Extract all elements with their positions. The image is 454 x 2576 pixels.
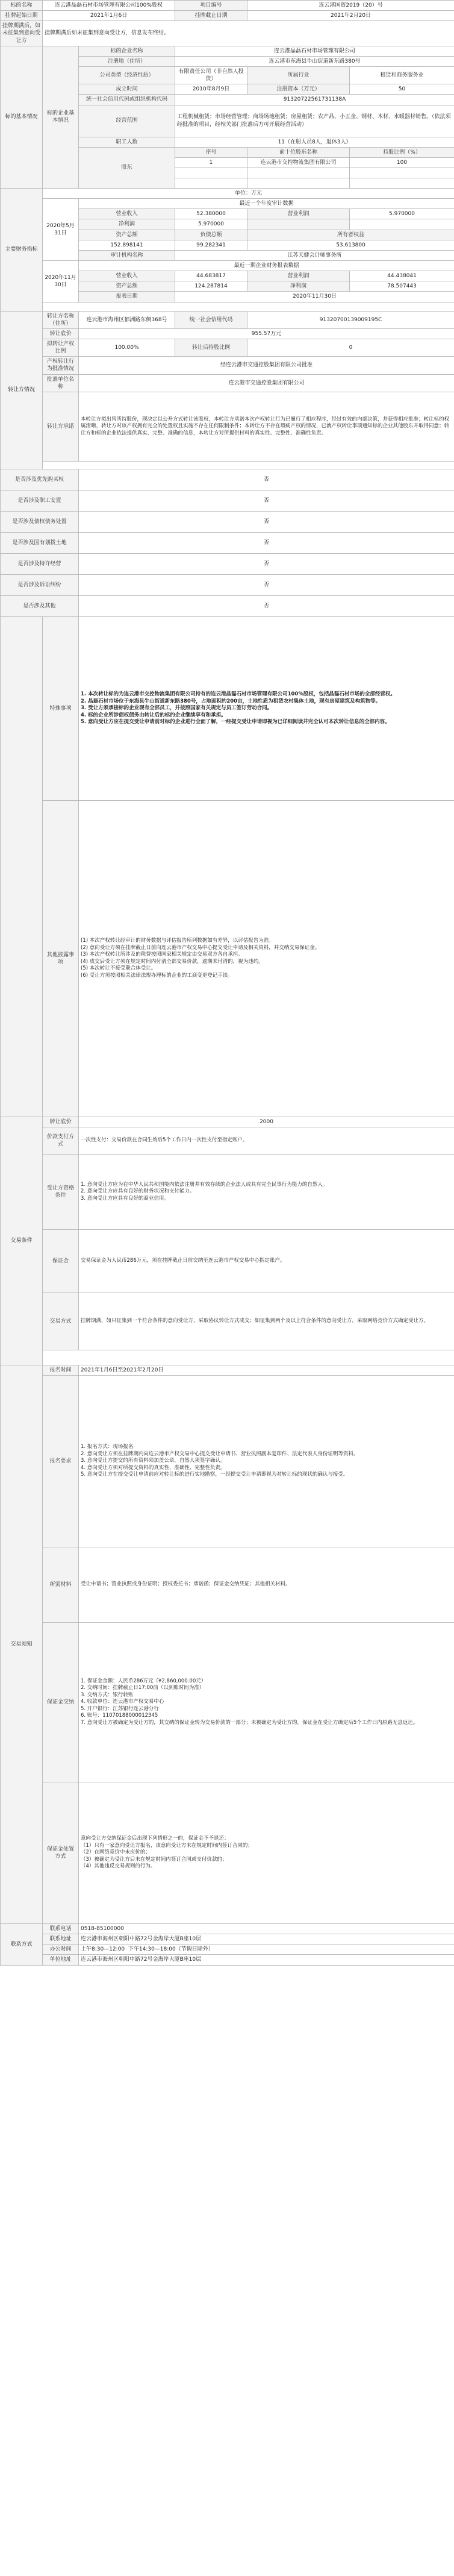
period-v1: 44.683817 (175, 271, 247, 281)
period-date: 2020年11月30日 (43, 260, 79, 302)
other-text: (1) 本次产权转让经审计的财务数据与评估报告所列数据如有差异，以评估报告为准。 (2) 意向受让方须在挂牌截止日前向连云港市产权交易中心提交受让申请及相关资料，并交纳交易保证金。 (3) 本次产权转让所涉及的税费按照国家相关规定由交易双方各自承担。 (4) 成交后受让方须在规定时间内付清全部交易价款，逾期未付清的，视为违约。 (5) 本次转让不接受联合体受让。 (6) 受让方须按照相关法律法规办理标的企业的工商变更登记手续。 (79, 800, 454, 1117)
transfer-notes-label: 转让方承诺 (43, 392, 79, 461)
contact-row-3 (1, 1945, 454, 1955)
important-text: 1. 本次转让标的为连云港市交控物流集团有限公司持有的连云港晶磊石材市场管理有限公司100%股权，包括晶磊石材市场的全部经营权。 2. 晶磊石材市场位于东海县牛山街道新东路380号，占地面积约200亩，土地性质为租赁农村集体土地，现有房屋建筑及构筑物等。 3. 受让方须承接标的企业现有全部员工，并按照国家有关规定与员工签订劳动合同。 4. 标的企业所涉债权债务由转让后的标的企业继续享有和承担。 5. 意向受让方应在提交受让申请前对标的企业进行全面了解，一经提交受让申请即视为已详细阅读并完全认可本次转让信息的全部内容。 (79, 616, 454, 800)
apply-doc-label: 所需材料 (43, 1547, 79, 1623)
transfer-credit-label: 统一社会信用代码 (175, 311, 247, 328)
special-v1: 否 (79, 469, 454, 490)
emp-label: 职工人数 (79, 137, 175, 147)
credit-value: 91320722561731138A (175, 95, 454, 105)
scope-value: 工程机械租赁；市场经营管理；商场场地租赁；房屋租赁；农产品、小五金、钢材、木材、水暖器材销售。（依法须经批准的项目，经相关部门批准后方可开展经营活动） (175, 105, 454, 137)
scope-label: 经营范围 (79, 105, 175, 137)
apply-period: 2021年1月6日至2021年2月20日 (79, 1365, 454, 1375)
enterprise-name-label: 标的企业名称 (79, 46, 175, 56)
contact-org-label: 单位地址 (43, 1955, 79, 1965)
address-label: 注册地（住所） (79, 56, 175, 66)
deal-payment: 一次性支付：交易价款在合同生效后5个工作日内一次性支付至指定账户。 (79, 1127, 454, 1154)
audit-head: 最近一个年度审计数据 (79, 199, 454, 209)
transfer-after: 0 (247, 339, 454, 356)
contact-tel: 0518-85100000 (79, 1924, 454, 1934)
transfer-price-label: 转让底价 (43, 328, 79, 339)
apply-req-label: 报名要求 (43, 1376, 79, 1547)
important-row (1, 616, 454, 800)
special-row-3 (1, 511, 454, 532)
project-name: 连云港晶磊石材市场管理有限公司100%股权 (43, 1, 175, 11)
special-v7: 否 (79, 595, 454, 616)
transfer-credit: 91320700139009195C (247, 311, 454, 328)
finance-blank (1, 302, 454, 311)
special-k7: 是否涉及其他 (1, 595, 79, 616)
contact-row-1 (1, 1924, 454, 1934)
period-v4: 78.507443 (350, 281, 454, 292)
found-label: 成立时间 (79, 84, 175, 95)
special-row-4 (1, 532, 454, 553)
period-v3: 124.287814 (175, 281, 247, 292)
other-label: 其他披露事项 (43, 800, 79, 1117)
special-k2: 是否涉及职工安置 (1, 490, 79, 511)
audit-k3: 净利润 (79, 219, 175, 230)
type-label: 公司类型（经济性质） (79, 66, 175, 84)
found-value: 2010年8月9日 (175, 84, 247, 95)
period-k3: 资产总额 (79, 281, 175, 292)
transfer-row-5 (1, 374, 454, 392)
apply-doc: 受让申请书；营业执照或身份证明；授权委托书；承诺函；保证金交纳凭证；其他相关材料。 (79, 1547, 454, 1623)
shareholder-label: 股东 (79, 147, 175, 188)
transfer-after-label: 转让后持股比例 (175, 339, 247, 356)
audit-v4: 152.898141 (79, 240, 175, 250)
deal-row-3 (1, 1154, 454, 1229)
deal-terms: 1. 意向受让方应为在中华人民共和国境内依法注册并有效存续的企业法人或具有完全民事行为能力的自然人。 2. 意向受让方应具有良好的财务状况和支付能力。 3. 意向受让方应具有良好的商业信用。 (79, 1154, 454, 1229)
transfer-row-3 (1, 339, 454, 356)
period-head-row (1, 260, 454, 271)
extend-value: 挂牌期满后如未征集到意向受让方，信息发布终结。 (43, 21, 454, 46)
deal-price: 2000 (79, 1117, 454, 1127)
industry-value: 租赁和商务服务业 (350, 66, 454, 84)
start-date: 2021年1月6日 (43, 11, 175, 21)
sh-no: 1 (175, 157, 247, 168)
important-label: 特殊事项 (43, 616, 79, 800)
audit-v1: 52.380000 (175, 209, 247, 219)
end-date: 2021年2月20日 (247, 11, 454, 21)
audit-k5: 负债总额 (175, 230, 247, 240)
audit-k4: 资产总额 (79, 230, 175, 240)
contact-section-label: 联系方式 (1, 1924, 43, 1966)
contact-org: 连云港市海州区朝阳中路72号金海岸大厦B座10层 (79, 1955, 454, 1965)
credit-label: 统一社会信用代码或组织机构代码 (79, 95, 175, 105)
period-k2: 营业利润 (247, 271, 350, 281)
project-no-label: 项目编号 (175, 1, 247, 11)
audit-k1: 营业收入 (79, 209, 175, 219)
transfer-decision: 经连云港市交通控股集团有限公司批准 (79, 357, 454, 374)
period-k4: 净利润 (247, 281, 350, 292)
finance-unit: 单位：万元 (43, 188, 454, 198)
transfer-decision-label: 产权转让行为批准情况 (43, 357, 79, 374)
address: 连云港市东海县牛山街道新东路380号 (175, 56, 454, 66)
apply-row-4 (1, 1623, 454, 1782)
special-row-2 (1, 490, 454, 511)
sh-pct: 100 (350, 157, 454, 168)
deal-row-2 (1, 1127, 454, 1154)
special-k6: 是否涉及诉讼纠纷 (1, 574, 79, 595)
transfer-blank (1, 461, 454, 469)
special-v4: 否 (79, 532, 454, 553)
transfer-notes: 本转让方拟出售所持股份，现决定以公开方式转让该股权，本转让方承诺本次产权转让行为已履行了相应程序，经过有效的内部决策，并获得相应批准；转让标的权属清晰，转让方对该产权拥有完全的处置权且实施不存在任何限制条件；本转让方不存在瑕疵产权的情况，已就产权转让事项通知标的企业其他股东并取得同意；转让方和标的企业依法提供真实、完整、准确的信息，本转让方对所提供材料的真实性、完整性、准确性负责。 (79, 392, 454, 461)
industry-label: 所属行业 (247, 66, 350, 84)
enterprise-name: 连云港晶磊石材市场管理有限公司 (175, 46, 454, 56)
special-v5: 否 (79, 553, 454, 574)
deal-margin: 交易保证金为人民币286万元，须在挂牌截止日前交纳至连云港市产权交易中心指定账户。 (79, 1229, 454, 1293)
audit-v3: 5.970000 (175, 219, 247, 230)
apply-req: 1. 报名方式：现场报名 2. 意向受让方须在挂牌期内向连云港市产权交易中心提交受让申请书、营业执照副本复印件、法定代表人身份证明等资料。 3. 意向受让方提交的所有资料须加盖公章，自然人须签字确认。 4. 意向受让方须对所提交资料的真实性、准确性、完整性负责。 5. 意向受让方在提交受让申请前应对转让标的进行实地勘察，一经提交受让申请即视为对转让标的现状的确认与接受。 (79, 1376, 454, 1547)
special-k3: 是否涉及债权债务处置 (1, 511, 79, 532)
apply-period-label: 报名时间 (43, 1365, 79, 1375)
apply-rule-label: 保证金处置方式 (43, 1782, 79, 1924)
special-v2: 否 (79, 490, 454, 511)
transfer-row-1 (1, 311, 454, 328)
special-v3: 否 (79, 511, 454, 532)
capital-label: 注册资本（万元） (247, 84, 350, 95)
start-date-label: 挂牌起始日期 (1, 11, 43, 21)
header-row-1 (1, 1, 454, 11)
audit-v6: 53.613800 (247, 240, 454, 250)
apply-pay-label: 保证金交纳 (43, 1623, 79, 1782)
deal-section-label: 交易条件 (1, 1117, 43, 1365)
important-section (1, 616, 43, 1117)
deal-blank (1, 1350, 454, 1365)
project-no: 连云港国资2019（20）号 (247, 1, 454, 11)
transfer-name-label: 转让方名称（住所） (43, 311, 79, 328)
special-row-5 (1, 553, 454, 574)
special-k5: 是否涉及特许经营 (1, 553, 79, 574)
transfer-approval: 连云港市交通控股集团有限公司 (79, 374, 454, 392)
report-date-label: 报表日期 (79, 292, 175, 302)
contact-addr: 连云港市海州区朝阳中路72号金海岸大厦B座10层 (79, 1934, 454, 1945)
type-value: 有限责任公司（非自然人投资） (175, 66, 247, 84)
finance-section-label: 主要财务指标 (1, 188, 43, 311)
transfer-approval-label: 批准单位名称 (43, 374, 79, 392)
period-head: 最近一期企业财务报表数据 (79, 260, 454, 271)
report-date: 2020年11月30日 (175, 292, 454, 302)
emp-value: 11（在册人员8人，退休3人） (175, 137, 454, 147)
deal-row-5 (1, 1293, 454, 1350)
audit-org-label: 审计机构名称 (79, 250, 175, 260)
project-name-label: 标的名称 (1, 1, 43, 11)
apply-row-1 (1, 1365, 454, 1375)
contact-tel-label: 联系电话 (43, 1924, 79, 1934)
end-date-label: 挂牌截止日期 (175, 11, 247, 21)
deal-terms-label: 受让方资格条件 (43, 1154, 79, 1229)
period-k1: 营业收入 (79, 271, 175, 281)
header-row-3 (1, 21, 454, 46)
period-v2: 44.438041 (350, 271, 454, 281)
audit-k2: 营业利润 (247, 209, 350, 219)
capital-value: 50 (350, 84, 454, 95)
deal-row-4 (1, 1229, 454, 1293)
deal-price-label: 转让底价 (43, 1117, 79, 1127)
transfer-price: 955.57万元 (79, 328, 454, 339)
transfer-row-6 (1, 392, 454, 461)
transfer-row-2 (1, 328, 454, 339)
subject-enterprise-label: 标的企业基本情况 (43, 46, 79, 188)
special-k4: 是否涉及国有划拨土地 (1, 532, 79, 553)
subject-row-1 (1, 46, 454, 56)
audit-date: 2020年5月31日 (43, 199, 79, 261)
sh-name: 连云港市交控物流集团有限公司 (247, 157, 350, 168)
apply-row-2 (1, 1376, 454, 1547)
deal-type: 挂牌期满，如只征集到一个符合条件的意向受让方，采取协议转让方式成交；如征集到两个及以上符合条件的意向受让方，采取网络竞价方式确定受让方。 (79, 1293, 454, 1350)
other-row (1, 800, 454, 1117)
subject-section-label: 标的基本情况 (1, 46, 43, 188)
sh-head-no: 序号 (175, 147, 247, 157)
apply-section-label: 交易须知 (1, 1365, 43, 1923)
contact-row-4 (1, 1955, 454, 1965)
contact-time: 上午8:30—12:00 下午14:30—18:00（节假日除外） (79, 1945, 454, 1955)
special-row-6 (1, 574, 454, 595)
deal-payment-label: 价款支付方式 (43, 1127, 79, 1154)
audit-org: 江苏天健会计师事务所 (175, 250, 454, 260)
deal-row-1 (1, 1117, 454, 1127)
apply-pay: 1. 保证金金额：人民币286万元（¥2,860,000.00元） 2. 交纳时间：挂牌截止日17:00前（以到账时间为准） 3. 交纳方式：银行转账 4. 收款单位：连云港市产权交易中心 5. 开户银行：江苏银行连云港分行 6. 账号：11070188000012345 7. 意向受让方被确定为受让方的，其交纳的保证金转为交易价款的一部分；未被确定为受让方的，保证金在受让方确定后5个工作日内原路无息返还。 (79, 1623, 454, 1782)
sh-head-name: 前十位股东名称 (247, 147, 350, 157)
audit-head-row (1, 199, 454, 209)
transfer-pct: 100.00% (79, 339, 175, 356)
header-row-2 (1, 11, 454, 21)
transfer-pct-label: 拟转让产权比例 (43, 339, 79, 356)
apply-row-3 (1, 1547, 454, 1623)
deal-margin-label: 保证金 (43, 1229, 79, 1293)
transfer-row-4 (1, 357, 454, 374)
extend-label: 挂牌期满后，如未征集到意向受让方 (1, 21, 43, 46)
contact-addr-label: 联系地址 (43, 1934, 79, 1945)
special-row-7 (1, 595, 454, 616)
apply-rule: 意向受让方交纳保证金后出现下列情形之一的，保证金不予退还： （1）只有一家意向受让方报名，该意向受让方未在规定时间内签订合同的； （2）在网络竞价中未应价的； （3）被确定为受让方后未在规定时间内签订合同或支付价款的； （4）其他违反交易规则的行为。 (79, 1782, 454, 1924)
sh-head-pct: 持股比例（%） (350, 147, 454, 157)
transfer-section-label: 转让方情况 (1, 311, 43, 469)
special-v6: 否 (79, 574, 454, 595)
contact-row-2 (1, 1934, 454, 1945)
audit-k6: 所有者权益 (247, 230, 454, 240)
audit-v2: 5.970000 (350, 209, 454, 219)
special-k1: 是否涉及优先购买权 (1, 469, 79, 490)
deal-type-label: 交易方式 (43, 1293, 79, 1350)
transfer-name: 连云港市海州区郁洲路东侧368号 (79, 311, 175, 328)
apply-row-5 (1, 1782, 454, 1924)
contact-time-label: 办公时间 (43, 1945, 79, 1955)
special-row-1 (1, 469, 454, 490)
finance-unit-row (1, 188, 454, 198)
audit-v5: 99.282341 (175, 240, 247, 250)
